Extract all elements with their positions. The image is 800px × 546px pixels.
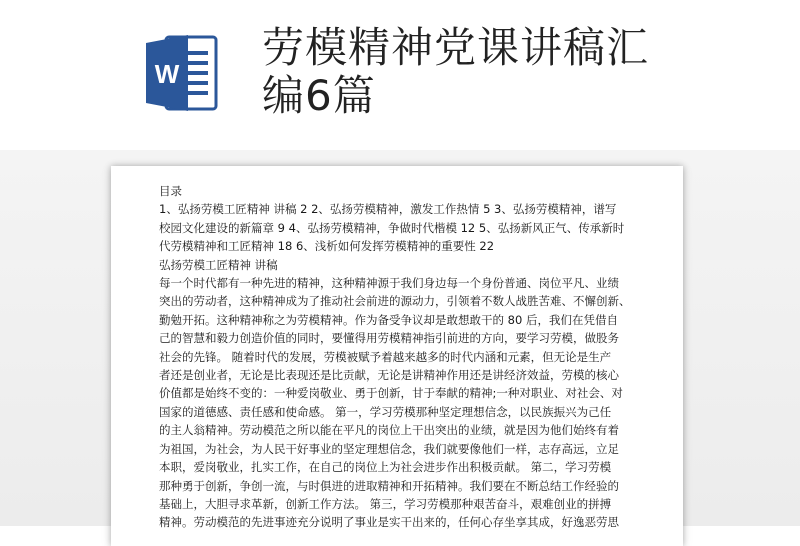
body-paragraph: [159, 274, 631, 532]
toc-line: 1、弘扬劳模工匠精神 讲稿 2 2、弘扬劳模精神，激发工作热情 5 3、弘扬劳模精神，谱写: [159, 202, 617, 217]
body-line: 本职，爱岗敬业，扎实工作，在自己的岗位上为社会进步作出积极贡献。 第二，学习劳模: [159, 460, 612, 475]
body-line: 己的智慧和毅力创造价值的同时，要懂得用劳模精神指引前进的方向，要学习劳模，做股务: [159, 331, 619, 346]
toc-line: 校园文化建设的新篇章 9 4、弘扬劳模精神，争做时代楷模 12 5、弘扬新风正气、传承新时: [159, 220, 625, 235]
body-line: 突出的劳动者，这种精神成为了推动社会前进的源动力，引领着不数人战胜苦难、不懈创新、: [159, 294, 631, 309]
body-line: 价值都是始终不变的：一种爱岗敬业、勇于创新，甘于奉献的精神;一种对职业、对社会、对: [159, 386, 623, 401]
section-title: 弘扬劳模工匠精神 讲稿: [159, 257, 278, 272]
body-line: 那种勇于创新，争创一流，与时俱进的进取精神和开拓精神。我们要在不断总结工作经验的: [159, 478, 619, 493]
word-document-icon: [144, 33, 218, 113]
word-icon-letter: W: [154, 59, 180, 89]
document-title: 劳模精神党课讲稿汇编6篇: [262, 23, 650, 120]
body-line: 勤勉开拓。这种精神称之为劳模精神。作为备受争议却是敢想敢干的 80 后，我们在凭借自: [159, 312, 618, 327]
body-line: 基础上，大胆寻求革新，创新工作方法。 第三，学习劳模那种艰苦奋斗，艰难创业的拼搏: [159, 496, 612, 511]
document-content: [159, 182, 631, 532]
toc-list: [159, 200, 623, 255]
body-line: 每一个时代都有一种先进的精神，这种精神源于我们身边每一个身份普通、岗位平凡、业绩: [159, 276, 619, 291]
body-line: 的主人翁精神。劳动模范之所以能在平凡的岗位上干出突出的业绩，就是因为他们始终有着: [159, 423, 619, 438]
body-line: 为祖国，为社会，为人民干好事业的坚定理想信念，我们就要像他们一样，志存高远，立足: [159, 441, 619, 456]
body-line: 国家的道德感、责任感和使命感。 第一，学习劳模那种坚定理想信念，以民族振兴为己任: [159, 404, 612, 419]
header: [0, 0, 800, 160]
toc-heading: 目录: [159, 184, 182, 198]
body-line: 者还是创业者，无论是比表现还是比贡献，无论是讲精神作用还是讲经济效益，劳模的核心: [159, 368, 619, 383]
body-line: 精神。劳动模范的先进事迹充分说明了事业是实干出来的，任何心存坐享其成，好逸恶劳思: [159, 515, 619, 530]
body-line: 社会的先锋。 随着时代的发展，劳模被赋予着越来越多的时代内涵和元素，但无论是生产: [159, 349, 612, 364]
document-page: [111, 166, 683, 546]
toc-line: 代劳模精神和工匠精神 18 6、浅析如何发挥劳模精神的重要性 22: [159, 239, 495, 254]
